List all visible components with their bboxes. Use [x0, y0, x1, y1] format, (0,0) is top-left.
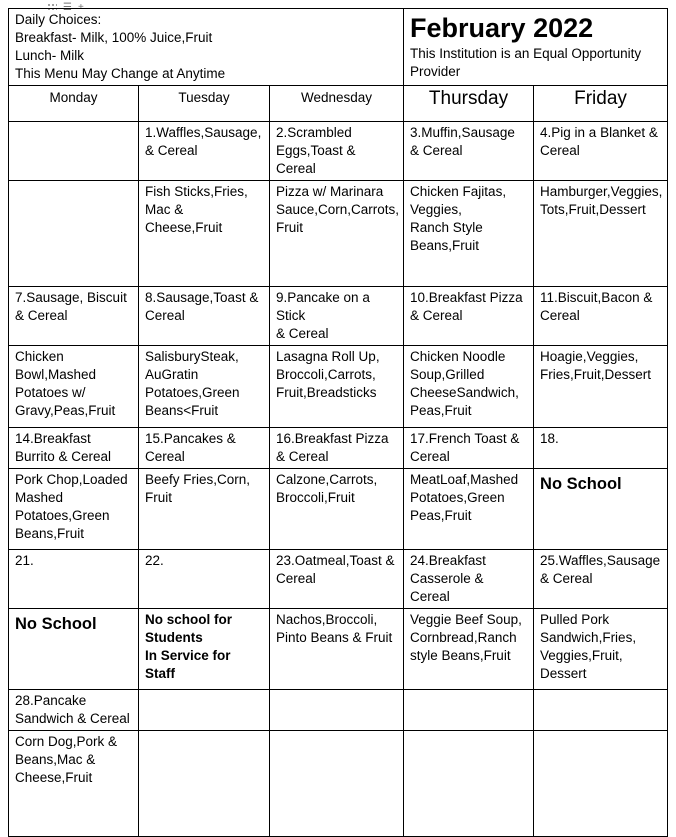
lunch-cell: Fish Sticks,Fries, Mac & Cheese,Fruit — [139, 181, 270, 287]
text-wrap-icon[interactable]: ☰ — [63, 1, 72, 13]
week5-lunch-row — [9, 731, 668, 837]
no-school-staff-cell — [139, 609, 270, 690]
lunch-cell: Lasagna Roll Up, Broccoli,Carrots, Fruit,Breadsticks — [270, 346, 404, 428]
week1-breakfast-row — [9, 122, 668, 181]
lunch-cell: Hamburger,Veggies, Tots,Fruit,Dessert — [534, 181, 668, 287]
daily-choices-label: Daily Choices: — [15, 12, 102, 27]
lunch-cell: SalisburySteak, AuGratin Potatoes,Green Beans<Fruit — [139, 346, 270, 428]
lunch-cell: Pulled Pork Sandwich,Fries, Veggies,Fruit, Dessert — [534, 609, 668, 690]
breakfast-cell — [139, 690, 270, 731]
day-header-wednesday: Wednesday — [270, 86, 404, 122]
breakfast-cell — [270, 690, 404, 731]
lunch-cell: Calzone,Carrots, Broccoli,Fruit — [270, 469, 404, 550]
breakfast-cell — [404, 690, 534, 731]
breakfast-cell: 28.Pancake Sandwich & Cereal — [9, 690, 139, 731]
breakfast-cell — [9, 122, 139, 181]
breakfast-cell: 2.Scrambled Eggs,Toast & Cereal — [270, 122, 404, 181]
week3-breakfast-row — [9, 428, 668, 469]
week2-breakfast-row — [9, 287, 668, 346]
equal-opportunity-note: This Institution is an Equal Opportunity Provider — [410, 46, 642, 79]
no-school-staff-notice: No school for Students In Service for Staff — [145, 612, 232, 681]
lunch-line: Lunch- Milk — [15, 48, 85, 63]
week4-lunch-row — [9, 609, 668, 690]
breakfast-cell: 14.Breakfast Burrito & Cereal — [9, 428, 139, 469]
week3-lunch-row — [9, 469, 668, 550]
breakfast-cell: 10.Breakfast Pizza & Cereal — [404, 287, 534, 346]
daily-choices-cell — [9, 9, 404, 86]
breakfast-line: Breakfast- Milk, 100% Juice,Fruit — [15, 30, 213, 45]
lunch-cell: Veggie Beef Soup, Cornbread,Ranch style Beans,Fruit — [404, 609, 534, 690]
menu-table — [8, 8, 668, 837]
lunch-cell: Corn Dog,Pork & Beans,Mac & Cheese,Fruit — [9, 731, 139, 837]
no-school-notice: No School — [15, 615, 97, 633]
breakfast-cell: 8.Sausage,Toast & Cereal — [139, 287, 270, 346]
breakfast-cell: 23.Oatmeal,Toast & Cereal — [270, 550, 404, 609]
breakfast-cell: 3.Muffin,Sausage & Cereal — [404, 122, 534, 181]
breakfast-cell — [534, 690, 668, 731]
lunch-cell: Chicken Noodle Soup,Grilled CheeseSandwich, Peas,Fruit — [404, 346, 534, 428]
change-note: This Menu May Change at Anytime — [15, 66, 226, 81]
lunch-cell: Chicken Bowl,Mashed Potatoes w/ Gravy,Peas,Fruit — [9, 346, 139, 428]
month-title: February 2022 — [410, 13, 594, 43]
lunch-cell: Hoagie,Veggies, Fries,Fruit,Dessert — [534, 346, 668, 428]
lunch-cell — [534, 731, 668, 837]
breakfast-cell: 9.Pancake on a Stick & Cereal — [270, 287, 404, 346]
add-icon[interactable]: + — [77, 1, 84, 13]
breakfast-cell: 7.Sausage, Biscuit & Cereal — [9, 287, 139, 346]
breakfast-cell: 24.Breakfast Casserole & Cereal — [404, 550, 534, 609]
breakfast-cell: 16.Breakfast Pizza & Cereal — [270, 428, 404, 469]
day-header-thursday: Thursday — [404, 86, 534, 122]
lunch-cell: Chicken Fajitas, Veggies, Ranch Style Beans,Fruit — [404, 181, 534, 287]
lunch-cell: Pork Chop,Loaded Mashed Potatoes,Green Beans,Fruit — [9, 469, 139, 550]
breakfast-cell: 1.Waffles,Sausage, & Cereal — [139, 122, 270, 181]
day-header-row — [9, 86, 668, 122]
no-school-cell — [9, 609, 139, 690]
header-row — [9, 9, 668, 86]
lunch-cell: Pizza w/ Marinara Sauce,Corn,Carrots, Fruit — [270, 181, 404, 287]
day-header-tuesday: Tuesday — [139, 86, 270, 122]
day-header-friday: Friday — [534, 86, 668, 122]
breakfast-cell: 21. — [9, 550, 139, 609]
week2-lunch-row — [9, 346, 668, 428]
day-header-monday: Monday — [9, 86, 139, 122]
breakfast-cell: 17.French Toast & Cereal — [404, 428, 534, 469]
lunch-cell — [139, 731, 270, 837]
breakfast-cell: 25.Waffles,Sausage & Cereal — [534, 550, 668, 609]
breakfast-cell: 18. — [534, 428, 668, 469]
breakfast-cell: 15.Pancakes & Cereal — [139, 428, 270, 469]
lunch-cell: Nachos,Broccoli, Pinto Beans & Fruit — [270, 609, 404, 690]
week4-breakfast-row — [9, 550, 668, 609]
breakfast-cell: 11.Biscuit,Bacon & Cereal — [534, 287, 668, 346]
lunch-cell — [270, 731, 404, 837]
breakfast-cell: 22. — [139, 550, 270, 609]
breakfast-cell: 4.Pig in a Blanket & Cereal — [534, 122, 668, 181]
no-school-cell — [534, 469, 668, 550]
title-cell — [404, 9, 668, 86]
lunch-cell: MeatLoaf,Mashed Potatoes,Green Peas,Fruit — [404, 469, 534, 550]
week1-lunch-row — [9, 181, 668, 287]
lunch-cell — [404, 731, 534, 837]
week5-breakfast-row — [9, 690, 668, 731]
lunch-cell — [9, 181, 139, 287]
lunch-cell: Beefy Fries,Corn, Fruit — [139, 469, 270, 550]
no-school-notice: No School — [540, 475, 622, 493]
